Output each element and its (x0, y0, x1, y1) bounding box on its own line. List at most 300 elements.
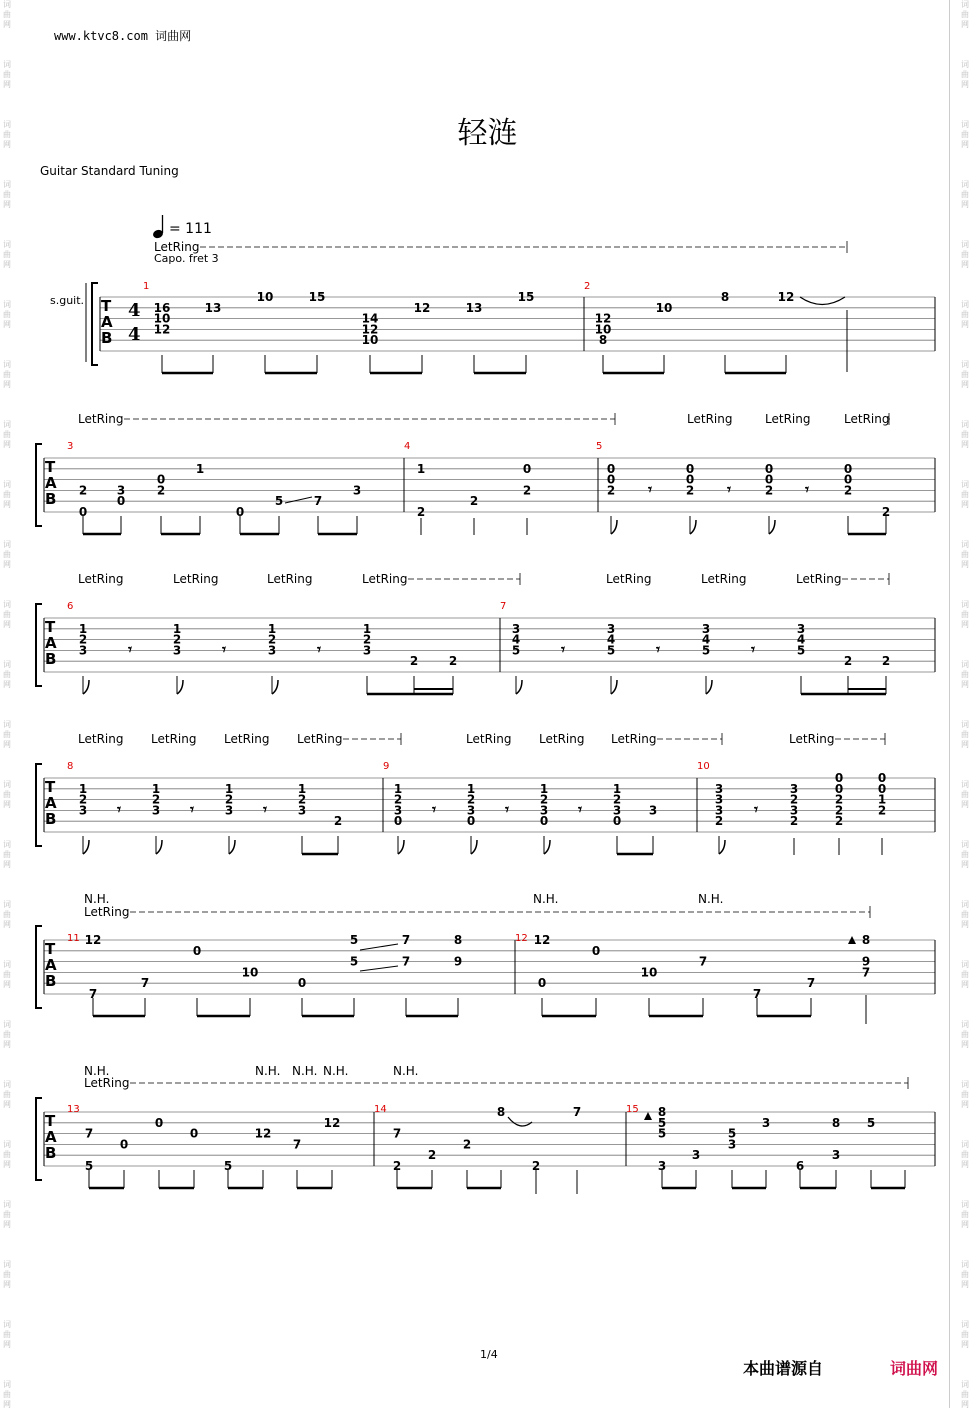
fret-number: 2 (834, 814, 844, 829)
watermark-char: 词 (3, 600, 11, 609)
fret-number: 3 (172, 643, 182, 658)
slide-line (285, 497, 312, 503)
fret-number: 0 (235, 505, 245, 519)
fret-number: 1 (362, 621, 372, 636)
fret-number: 5 (606, 643, 616, 658)
fret-number: 1 (224, 781, 234, 796)
fret-number: 3 (789, 803, 799, 818)
fret-number: 2 (764, 483, 774, 498)
slide-line (360, 944, 398, 950)
fret-number: 10 (640, 965, 658, 980)
watermark-char: 词 (3, 300, 11, 309)
watermark-char: 网 (3, 800, 11, 809)
fret-number: 0 (189, 1126, 199, 1141)
measure-number: 10 (697, 761, 710, 772)
watermark-char: 曲 (3, 850, 11, 859)
fret-number: 3 (789, 781, 799, 796)
fret-number: 0 (297, 976, 307, 991)
watermark-char: 网 (961, 860, 969, 869)
watermark-char: 网 (3, 740, 11, 749)
fret-number: 9 (453, 954, 463, 969)
let-ring-label: LetRing (796, 572, 842, 586)
watermark-char: 曲 (961, 1150, 969, 1159)
fret-number: 3 (393, 803, 403, 818)
fret-number: 0 (119, 1137, 129, 1152)
watermark-char: 词 (3, 660, 11, 669)
watermark-char: 网 (3, 1280, 11, 1289)
watermark-char: 网 (3, 1400, 11, 1409)
watermark-char: 曲 (3, 670, 11, 679)
fret-number: 7 (88, 987, 98, 1001)
system-bracket (36, 1098, 42, 1180)
capo-marking: Capo. fret 3 (154, 252, 219, 265)
let-ring-label: LetRing (78, 412, 124, 426)
tab-clef-letter: A (45, 956, 57, 974)
watermark-char: 网 (3, 1340, 11, 1349)
fret-number: 2 (789, 792, 799, 807)
page-number: 1/4 (480, 1348, 498, 1361)
tab-clef-letter: A (101, 313, 113, 331)
watermark-char: 曲 (3, 910, 11, 919)
fret-number: 8 (598, 333, 608, 348)
watermark-char: 曲 (3, 430, 11, 439)
fret-number: 2 (78, 792, 88, 807)
fret-number: 12 (777, 290, 795, 304)
fret-number: 3 (612, 803, 622, 818)
note-flag (229, 840, 235, 854)
fret-number: 7 (698, 954, 708, 969)
measure-number: 3 (67, 441, 74, 452)
watermark-char: 曲 (3, 250, 11, 259)
fret-number: 3 (362, 643, 372, 658)
fret-number: 8 (657, 1105, 667, 1119)
fret-number: 0 (192, 943, 202, 958)
fret-number: 10 (655, 300, 673, 315)
fret-number: 5 (701, 643, 711, 658)
watermark-char: 词 (961, 60, 969, 69)
measure-number: 4 (404, 441, 411, 452)
watermark-char: 网 (961, 740, 969, 749)
let-ring-label: LetRing (606, 572, 652, 586)
watermark-char: 曲 (961, 1090, 969, 1099)
watermark-char: 网 (961, 980, 969, 989)
fret-number: 7 (806, 976, 816, 991)
watermark-char: 词 (3, 120, 11, 129)
let-ring-label: LetRing (789, 732, 835, 746)
fret-number: 2 (78, 632, 88, 647)
let-ring-label: LetRing (78, 732, 124, 746)
eighth-rest-icon: 𝄾 (505, 800, 509, 819)
eighth-rest-icon: 𝄾 (222, 640, 226, 659)
fret-number: 15 (517, 290, 535, 304)
fret-number: 3 (116, 483, 126, 498)
watermark-char: 曲 (961, 970, 969, 979)
fret-number: 3 (224, 803, 234, 818)
tie-arc (508, 1117, 532, 1126)
fret-number: 12 (153, 322, 171, 337)
tab-clef-letter: A (45, 634, 57, 652)
eighth-rest-icon: 𝄾 (432, 800, 436, 819)
watermark-char: 网 (961, 260, 969, 269)
natural-harmonic-label: N.H. (292, 1064, 318, 1078)
brand-link[interactable]: 词曲网 (890, 1359, 939, 1378)
fret-number: 5 (84, 1159, 94, 1173)
watermark-char: 词 (3, 1080, 11, 1089)
watermark-char: 曲 (961, 1210, 969, 1219)
fret-number: 2 (469, 494, 479, 509)
note-flag (719, 840, 725, 854)
tab-clef-letter: A (45, 794, 57, 812)
watermark-char: 网 (3, 200, 11, 209)
fret-number: 1 (297, 781, 307, 796)
watermark-char: 网 (961, 1220, 969, 1229)
watermark-char: 曲 (3, 1090, 11, 1099)
fret-number: 5 (223, 1159, 233, 1173)
note-flag (156, 840, 162, 854)
watermark-char: 词 (961, 420, 969, 429)
watermark-char: 曲 (961, 910, 969, 919)
watermark-char: 词 (961, 1200, 969, 1209)
tempo-marking: = 111 (169, 221, 212, 237)
fret-number: 2 (362, 632, 372, 647)
watermark-char: 词 (961, 1140, 969, 1149)
measure-number: 14 (374, 1104, 387, 1115)
watermark-char: 词 (3, 1260, 11, 1269)
eighth-rest-icon: 𝄾 (190, 800, 194, 819)
fret-number: 3 (352, 483, 362, 498)
let-ring-label: LetRing (297, 732, 343, 746)
eighth-rest-icon: 𝄾 (648, 480, 652, 499)
fret-number: 12 (533, 933, 551, 947)
fret-number: 0 (606, 461, 616, 476)
fret-number: 0 (764, 461, 774, 476)
watermark-char: 词 (961, 1380, 969, 1389)
instrument-name: s.guit. (50, 294, 85, 307)
fret-number: 1 (612, 781, 622, 796)
note-flag (398, 840, 404, 854)
fret-number: 12 (323, 1115, 341, 1130)
tab-clef-letter: B (101, 329, 113, 347)
fret-number: 13 (204, 300, 222, 315)
eighth-rest-icon: 𝄾 (751, 640, 755, 659)
fret-number: 5 (349, 933, 359, 947)
tab-clef-letter: B (45, 490, 57, 508)
eighth-rest-icon: 𝄾 (117, 800, 121, 819)
fret-number: 2 (409, 654, 419, 669)
fret-number: 2 (789, 814, 799, 829)
watermark-char: 词 (3, 60, 11, 69)
fret-number: 3 (606, 621, 616, 636)
measure-number: 8 (67, 761, 74, 772)
eighth-rest-icon: 𝄾 (561, 640, 565, 659)
watermark-char: 网 (961, 920, 969, 929)
fret-number: 7 (313, 494, 323, 509)
measure-number: 1 (143, 281, 150, 292)
fret-number: 2 (539, 792, 549, 807)
watermark-char: 词 (961, 240, 969, 249)
eighth-rest-icon: 𝄾 (128, 640, 132, 659)
fret-number: 0 (606, 472, 616, 487)
fret-number: 7 (752, 987, 762, 1001)
watermark-char: 网 (961, 500, 969, 509)
fret-number: 1 (151, 781, 161, 796)
fret-number: 12 (413, 300, 431, 315)
watermark-char: 网 (3, 1040, 11, 1049)
fret-number: 5 (657, 1126, 667, 1141)
watermark-char: 网 (3, 620, 11, 629)
fret-number: 2 (392, 1159, 402, 1173)
fret-number: 0 (834, 771, 844, 785)
fret-number: 1 (78, 781, 88, 796)
watermark-char: 曲 (3, 490, 11, 499)
fret-number: 10 (594, 322, 612, 337)
fret-number: 7 (140, 976, 150, 991)
tab-clef-letter: A (45, 1128, 57, 1146)
note-flag (471, 840, 477, 854)
watermark-char: 词 (3, 1020, 11, 1029)
watermark-char: 词 (961, 600, 969, 609)
fret-number: 10 (361, 333, 379, 348)
fret-number: 16 (153, 300, 171, 315)
measure-number: 7 (500, 601, 507, 612)
measure-number: 6 (67, 601, 74, 612)
watermark-char: 曲 (3, 790, 11, 799)
let-ring-label: LetRing (701, 572, 747, 586)
fret-number: 3 (701, 621, 711, 636)
watermark-char: 曲 (3, 1030, 11, 1039)
time-signature-bottom: 4 (128, 324, 141, 345)
watermark-char: 网 (3, 140, 11, 149)
tab-clef-letter: T (101, 297, 112, 315)
fret-number: 4 (701, 632, 711, 647)
watermark-char: 网 (961, 20, 969, 29)
fret-number: 2 (843, 483, 853, 498)
watermark-char: 网 (3, 1100, 11, 1109)
fret-number: 2 (606, 483, 616, 498)
fret-number: 5 (511, 643, 521, 658)
note-flag (272, 680, 278, 694)
fret-number: 0 (877, 771, 887, 785)
system-bracket (36, 764, 42, 846)
eighth-rest-icon: 𝄾 (805, 480, 809, 499)
watermark-char: 词 (3, 720, 11, 729)
fret-number: 13 (465, 300, 483, 315)
fret-number: 1 (393, 781, 403, 796)
fret-number: 3 (714, 781, 724, 796)
tab-clef-letter: B (45, 972, 57, 990)
fret-number: 8 (861, 933, 871, 947)
watermark-char: 曲 (961, 430, 969, 439)
fret-number: 2 (151, 792, 161, 807)
watermark-char: 词 (961, 360, 969, 369)
fret-number: 1 (267, 621, 277, 636)
fret-number: 12 (254, 1126, 272, 1141)
fret-number: 2 (834, 803, 844, 818)
let-ring-label: LetRing (539, 732, 585, 746)
watermark-char: 曲 (3, 1150, 11, 1159)
fret-number: 3 (466, 803, 476, 818)
watermark-char: 词 (3, 960, 11, 969)
fret-number: 2 (267, 632, 277, 647)
watermark-char: 曲 (961, 370, 969, 379)
fret-number: 2 (78, 483, 88, 498)
natural-harmonic-label: N.H. (84, 1064, 110, 1078)
fret-number: 2 (466, 792, 476, 807)
fret-number: 5 (349, 954, 359, 969)
fret-number: 3 (267, 643, 277, 658)
natural-harmonic-label: N.H. (323, 1064, 349, 1078)
fret-number: 0 (685, 472, 695, 487)
watermark-char: 网 (3, 1220, 11, 1229)
note-flag (690, 520, 696, 534)
fret-number: 0 (154, 1115, 164, 1130)
watermark-char: 词 (961, 0, 969, 9)
watermark-char: 词 (3, 180, 11, 189)
watermark-char: 曲 (3, 1270, 11, 1279)
source-label: 本曲谱源自 (743, 1359, 824, 1378)
watermark-char: 网 (3, 500, 11, 509)
watermark-char: 网 (3, 320, 11, 329)
watermark-char: 词 (3, 1320, 11, 1329)
let-ring-label: LetRing (466, 732, 512, 746)
tab-clef-letter: A (45, 474, 57, 492)
note-flag (177, 680, 183, 694)
fret-number: 12 (84, 933, 102, 947)
watermark-char: 词 (961, 1320, 969, 1329)
watermark-char: 曲 (3, 1330, 11, 1339)
slide-line (360, 966, 398, 971)
fret-number: 0 (591, 943, 601, 958)
fret-number: 9 (861, 954, 871, 969)
fret-number: 8 (453, 933, 463, 947)
watermark-char: 词 (961, 1020, 969, 1029)
watermark-char: 词 (961, 1260, 969, 1269)
fret-number: 2 (393, 792, 403, 807)
measure-number: 13 (67, 1104, 80, 1115)
watermark-char: 词 (961, 960, 969, 969)
watermark-char: 网 (961, 800, 969, 809)
fret-number: 7 (861, 965, 871, 980)
let-ring-label: LetRing (611, 732, 657, 746)
watermark-char: 网 (3, 260, 11, 269)
watermark-char: 网 (961, 1160, 969, 1169)
watermark-char: 网 (3, 380, 11, 389)
fret-number: 3 (714, 803, 724, 818)
fret-number: 8 (496, 1105, 506, 1119)
fret-number: 7 (392, 1126, 402, 1141)
eighth-rest-icon: 𝄾 (263, 800, 267, 819)
watermark-char: 网 (961, 620, 969, 629)
fret-number: 2 (881, 654, 891, 669)
fret-number: 0 (612, 814, 622, 829)
watermark-char: 词 (3, 1140, 11, 1149)
natural-harmonic-label: N.H. (698, 892, 724, 906)
fret-number: 2 (877, 803, 887, 818)
natural-harmonic-label: N.H. (393, 1064, 419, 1078)
watermark-char: 曲 (3, 190, 11, 199)
watermark-char: 网 (961, 1280, 969, 1289)
watermark-char: 网 (961, 140, 969, 149)
watermark-char: 曲 (961, 70, 969, 79)
fret-number: 10 (241, 965, 259, 980)
tab-clef-letter: T (45, 458, 56, 476)
watermark-char: 词 (3, 1380, 11, 1389)
watermark-char: 词 (961, 180, 969, 189)
tab-clef-letter: B (45, 1144, 57, 1162)
fret-number: 2 (714, 814, 724, 829)
note-flag (611, 680, 617, 694)
watermark-char: 网 (961, 380, 969, 389)
watermark-char: 曲 (961, 10, 969, 19)
watermark-char: 网 (961, 1100, 969, 1109)
system-bracket (36, 604, 42, 686)
watermark-char: 曲 (3, 1390, 11, 1399)
watermark-char: 词 (3, 1200, 11, 1209)
song-title: 轻涟 (457, 116, 518, 151)
eighth-rest-icon: 𝄾 (317, 640, 321, 659)
fret-number: 0 (764, 472, 774, 487)
fret-number: 14 (361, 311, 379, 326)
watermark-char: 曲 (3, 730, 11, 739)
let-ring-label: LetRing (84, 1076, 130, 1090)
watermark-char: 词 (3, 420, 11, 429)
watermark-char: 词 (3, 780, 11, 789)
watermark-char: 曲 (961, 190, 969, 199)
fret-number: 2 (224, 792, 234, 807)
fret-number: 2 (531, 1159, 541, 1173)
watermark-char: 词 (3, 240, 11, 249)
fret-number: 3 (727, 1137, 737, 1152)
watermark-char: 曲 (961, 310, 969, 319)
watermark-char: 曲 (3, 370, 11, 379)
watermark-char: 词 (961, 120, 969, 129)
fret-number: 2 (297, 792, 307, 807)
watermark-char: 曲 (961, 790, 969, 799)
fret-number: 0 (393, 814, 403, 829)
site-url: www.ktvc8.com 词曲网 (54, 29, 192, 43)
fret-number: 3 (78, 643, 88, 658)
natural-harmonic-label: N.H. (533, 892, 559, 906)
fret-number: 3 (151, 803, 161, 818)
fret-number: 0 (537, 976, 547, 991)
accent-triangle-icon (644, 1112, 652, 1120)
let-ring-label: LetRing (844, 412, 890, 426)
fret-number: 0 (78, 505, 88, 519)
note-flag (611, 520, 617, 534)
fret-number: 2 (612, 792, 622, 807)
fret-number: 6 (795, 1159, 805, 1173)
natural-harmonic-label: N.H. (255, 1064, 281, 1078)
watermark-char: 网 (961, 560, 969, 569)
watermark-char: 曲 (961, 1270, 969, 1279)
watermark-char: 词 (3, 840, 11, 849)
fret-number: 5 (657, 1115, 667, 1130)
tie-arc (800, 297, 845, 305)
watermark-char: 词 (3, 540, 11, 549)
fret-number: 1 (78, 621, 88, 636)
watermark-char: 词 (961, 720, 969, 729)
fret-number: 5 (866, 1115, 876, 1130)
fret-number: 3 (78, 803, 88, 818)
fret-number: 12 (361, 322, 379, 337)
measure-number: 5 (596, 441, 603, 452)
watermark-char: 网 (3, 1160, 11, 1169)
watermark-char: 词 (3, 0, 11, 9)
fret-number: 2 (834, 792, 844, 807)
fret-number: 0 (685, 461, 695, 476)
fret-number: 15 (308, 290, 326, 304)
fret-number: 2 (522, 483, 532, 498)
